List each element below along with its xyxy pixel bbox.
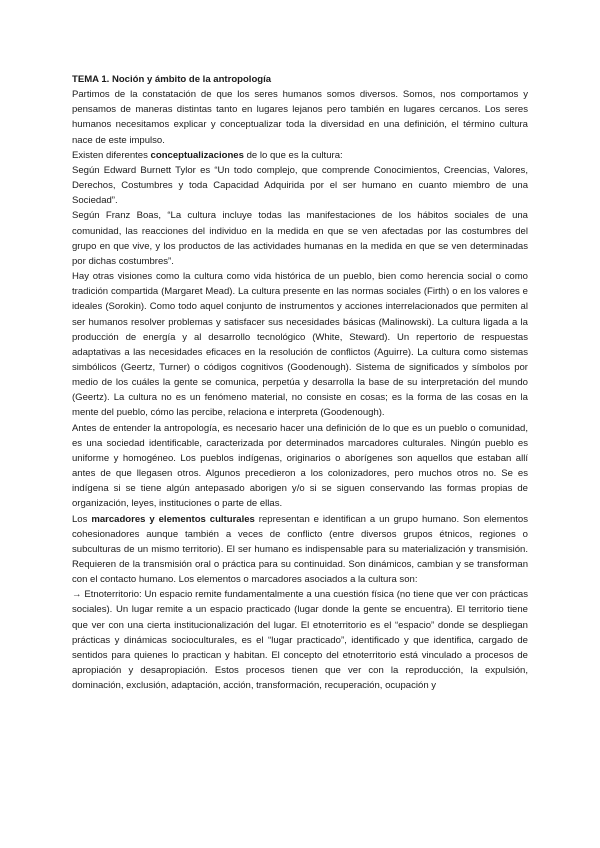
bold-term: marcadores y elementos culturales — [91, 513, 255, 525]
paragraph-pueblo: Antes de entender la antropología, es necesario hacer una definición de lo que es un pueblo o comunidad, es una sociedad identificable, caracterizada por determinados marcadores culturales. Ningún pueblo es uniforme y homogéneo. Los pueblos indígenas, originarios o aborígenes son aquellos que estaban allí antes de que llegasen otros. Algunos precedieron a los colonizadores, pero muchos otros no. Se es indígena si se tiene algún antepasado aborigen y/o si se siguen conservando las formas propias de organización, leyes, instituciones o parte de ellas. — [72, 422, 528, 510]
bold-term: conceptualizaciones — [150, 149, 244, 161]
page-title: TEMA 1. Noción y ámbito de la antropología — [72, 74, 272, 85]
document-page — [72, 72, 528, 693]
paragraph-conceptualizations — [72, 148, 528, 163]
paragraph-intro: Partimos de la constatación de que los seres humanos somos diversos. Somos, nos comportamos y pensamos de maneras distintas tanto en lugares lejanos pero también en lugares cercanos. Los seres humanos necesitamos explicar y conceptualizar toda la diversidad en una definición, el término cultura nace de este impulso. — [72, 89, 528, 146]
paragraph-boas: Según Franz Boas, “La cultura incluye todas las manifestaciones de los hábitos sociales de una comunidad, las reacciones del individuo en la medida en que se ven afectadas por las costumbres del grupo en que vive, y los productos de las actividades humanas en la medida en que se ven determinadas por dichas costumbres”. — [72, 210, 528, 267]
text-run: de lo que es la cultura: — [243, 149, 343, 161]
paragraph-other-visions: Hay otras visiones como la cultura como vida histórica de un pueblo, bien como herencia social o como tradición compartida (Margaret Mead). La cultura presente en las normas sociales (Firth) o en los valores e ideales (Sorokin). Como todo aquel conjunto de instrumentos y acciones interrelacionados que permiten al ser humanos resolver problemas y satisfacer sus necesidades básicas (Malinowski). La cultura ligada a la producción de energía y al desarrollo tecnológico (White, Steward). Un repertorio de respuestas adaptativas a las necesidades eficaces en la resolución de conflictos (Aguirre). La cultura como sistemas simbólicos (Geertz, Turner) o códigos cognitivos (Goodenough). Sistema de significados y símbolos por medio de los cuáles la gente se comunica, perpetúa y desarrolla la base de su interpretación del mundo (Geertz). La cultura no es un fenómeno material, no consiste en cosas; es la forma de las cosas en la mente del pueblo, cómo las percibe, relaciona e interpreta (Goodenough). — [72, 271, 528, 419]
paragraph-tylor: Según Edward Burnett Tylor es “Un todo complejo, que comprende Conocimientos, Creencias, Valores, Derechos, Costumbres y toda Capacidad Adquirida por el ser humano en cuanto miembro de una Sociedad”. — [72, 164, 528, 207]
paragraph-markers — [72, 512, 528, 588]
text-run: representan e identifican a un grupo humano. Son elementos cohesionadores aunque también a veces de conflicto (entre diversos grupos étnicos, regiones o subculturas de un mismo territorio). El ser humano es indispensable para su materialización y transmisión. Requieren de la transmisión oral o práctica para su continuidad. Son dinámicos, cambian y se transforman con el contacto humano. Los elementos o marcadores asociados a la cultura son: — [72, 513, 528, 586]
text-run: Los — [72, 513, 92, 525]
text-run: Existen diferentes — [72, 149, 151, 161]
paragraph-etnoterritorio: → Etnoterritorio: Un espacio remite fundamentalmente a una cuestión física (no tiene que ver con prácticas sociales). Un lugar remite a un espacio practicado (lugar donde la gente se encuentra). El territorio tiene que ver con una cierta institucionalización del lugar. El etnoterritorio es el “espacio” donde se despliegan prácticas y dinámicas socioculturales, es el “lugar practicado”, identificado y que identifica, cargado de sentidos para quienes lo practican y habitan. El concepto del etnoterritorio está vinculado a procesos de apropiación y desapropiación. Estos procesos tienen que ver con la reproducción, la expulsión, dominación, exclusión, adaptación, acción, transformación, recuperación, ocupación y — [72, 589, 528, 692]
